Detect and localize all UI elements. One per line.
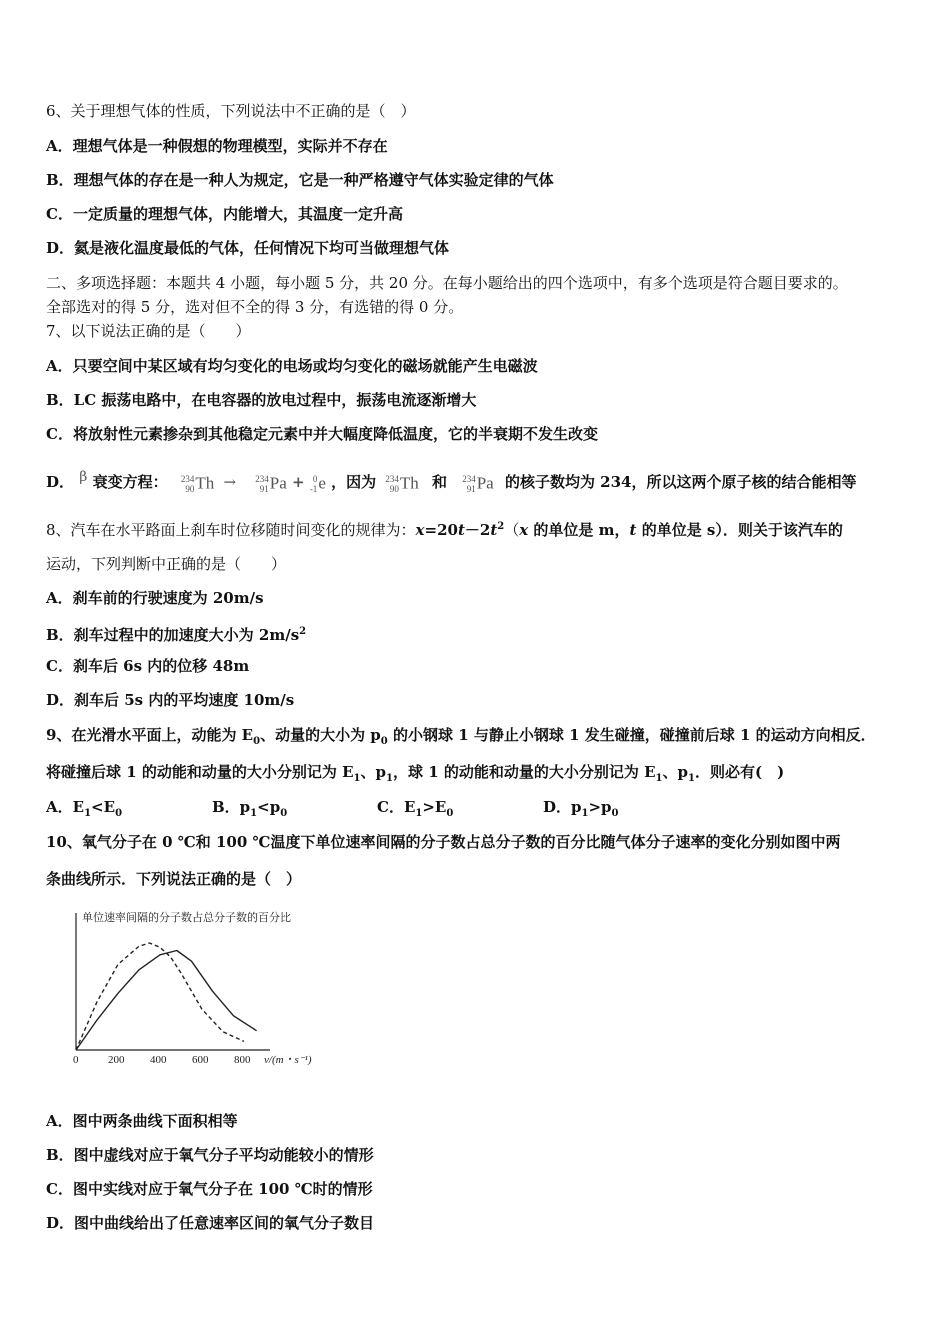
q8-option-c: C．刹车后 6s 内的位移 48m xyxy=(46,657,250,675)
q7-d-text3: 和 xyxy=(431,473,447,491)
q8-option-b: B．刹车过程中的加速度大小为 $2m/s^2$ xyxy=(46,626,307,644)
q7-d-text4: 的核子数均为 234，所以这两个原子核的结合能相等 xyxy=(504,473,857,491)
nuclide-pa-234-b: 234 91Pa xyxy=(462,473,494,494)
nuclide-electron: 0 -1e xyxy=(309,473,326,494)
plus-sign: + xyxy=(292,473,305,491)
q7-stem: 7、以下说法正确的是（ ） xyxy=(46,322,251,340)
speed-distribution-chart xyxy=(60,905,340,1075)
q9-stem-line1: 9、在光滑水平面上，动能为 $E_0$、动量的大小为 $p_0$ 的小钢球 1 与静止小钢球 1 发生碰撞，碰撞前后球 1 的运动方向相反． xyxy=(46,726,876,747)
x-axis-label: v/(m・s⁻¹) xyxy=(264,1054,312,1066)
q7-option-c: C．将放射性元素掺杂到其他稳定元素中并大幅度降低温度，它的半衰期不发生改变 xyxy=(46,425,598,443)
q7-option-b: B．LC 振荡电路中，在电容器的放电过程中，振荡电流逐渐增大 xyxy=(46,391,477,409)
x-tick-label: 0 xyxy=(73,1054,79,1066)
x-tick-label: 400 xyxy=(150,1054,167,1066)
q9-option-a: A．$E_1<E_0$ xyxy=(46,798,123,819)
q6-option-c: C．一定质量的理想气体，内能增大，其温度一定升高 xyxy=(46,205,403,223)
q7-d-text2: ，因为 xyxy=(331,473,377,491)
q8-option-d: D．刹车后 5s 内的平均速度 10m/s xyxy=(46,691,295,709)
beta-symbol: β xyxy=(79,469,88,485)
nuclide-pa-234: 234 91Pa xyxy=(255,473,287,494)
q9-option-d: D．$p_1>p_0$ xyxy=(543,798,619,819)
q9-option-c: C．$E_1>E_0$ xyxy=(377,798,454,819)
section2-line1: 二、多项选择题：本题共 4 小题，每小题 5 分，共 20 分。在每小题给出的四个选项中，有多个选项是符合题目要求的。 xyxy=(46,274,848,292)
section2-line2: 全部选对的得 5 分，选对但不全的得 3 分，有选错的得 0 分。 xyxy=(46,298,464,316)
q6-option-a: A．理想气体是一种假想的物理模型，实际并不存在 xyxy=(46,137,388,155)
x-tick-label: 600 xyxy=(192,1054,209,1066)
q10-option-a: A．图中两条曲线下面积相等 xyxy=(46,1112,238,1130)
y-axis-label: 单位速率间隔的分子数占总分子数的百分比 xyxy=(82,912,291,924)
x-tick-label: 800 xyxy=(234,1054,251,1066)
q7-option-a: A．只要空间中某区域有均匀变化的电场或均匀变化的磁场就能产生电磁波 xyxy=(46,357,538,375)
q6-stem: 6、关于理想气体的性质，下列说法中不正确的是（ ） xyxy=(46,102,416,120)
q8-option-a: A．刹车前的行驶速度为 20m/s xyxy=(46,589,264,607)
q7-d-label: D． xyxy=(46,473,75,491)
q10-option-b: B．图中虚线对应于氧气分子平均动能较小的情形 xyxy=(46,1146,374,1164)
nuclide-th-234: 234 90Th xyxy=(180,473,215,494)
q8-stem-line2: 运动，下列判断中正确的是（ ） xyxy=(46,555,287,573)
q9-option-b: B．$p_1<p_0$ xyxy=(212,798,288,819)
arrow-icon: → xyxy=(223,473,237,491)
q6-option-b: B．理想气体的存在是一种人为规定，它是一种严格遵守气体实验定律的气体 xyxy=(46,171,554,189)
q10-option-d: D．图中曲线给出了任意速率区间的氧气分子数目 xyxy=(46,1214,375,1232)
q7-option-d xyxy=(46,462,857,499)
q6-option-d: D．氦是液化温度最低的气体，任何情况下均可当做理想气体 xyxy=(46,239,450,257)
nuclide-th-234-b: 234 90Th xyxy=(385,473,419,494)
q10-stem-line1: 10、氧气分子在 0 ℃和 100 ℃温度下单位速率间隔的分子数占总分子数的百分比随气体分子速率的变化分别如图中两 xyxy=(46,833,841,851)
q10-option-c: C．图中实线对应于氧气分子在 100 ℃时的情形 xyxy=(46,1180,373,1198)
series-dashed-line xyxy=(76,943,244,1050)
q9-stem-line2: 将碰撞后球 1 的动能和动量的大小分别记为 $E_1$、$p_1$，球 1 的动能和动量的大小分别记为 $E_1$、$p_1$．则必有( ) xyxy=(46,763,785,784)
q8-stem-line1: 8、汽车在水平路面上刹车时位移随时间变化的规律为：$x=20t-2t^2(x$ 的单位是 m，t 的单位是 s）．则关于该汽车的 xyxy=(46,521,843,539)
x-tick-label: 200 xyxy=(108,1054,125,1066)
q10-stem-line2: 条曲线所示．下列说法正确的是（ ） xyxy=(46,870,302,888)
q7-d-text1: 衰变方程： xyxy=(92,473,168,491)
